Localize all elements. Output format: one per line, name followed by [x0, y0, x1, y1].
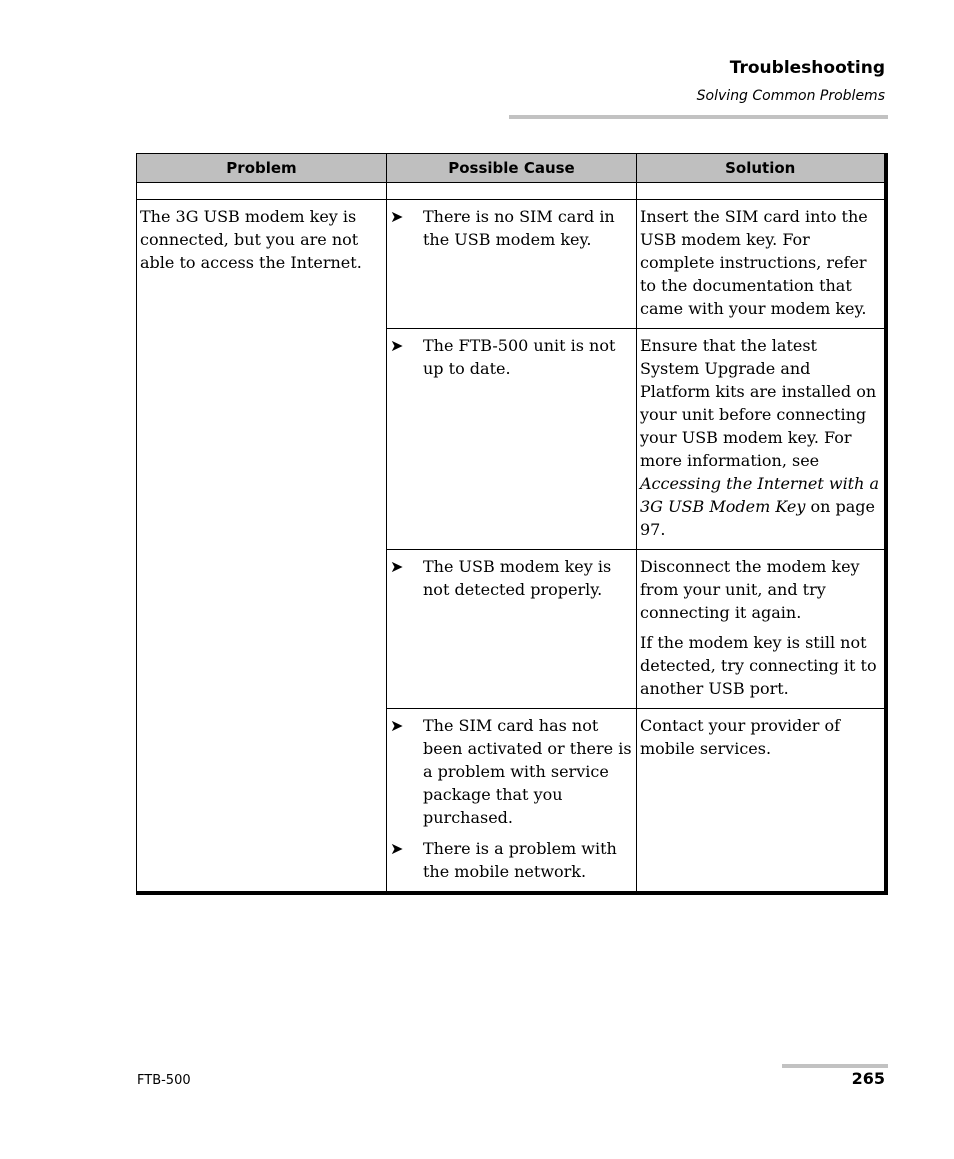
solution-cell: Insert the SIM card into the USB modem key. For complete instructions, refer to the documentation that came with your modem key.: [637, 200, 886, 329]
arrow-bullet-icon: ➤: [390, 207, 404, 226]
table-header-row: [137, 154, 886, 183]
solution-cell: Contact your provider of mobile services.: [637, 709, 886, 894]
cause-item: [390, 205, 633, 251]
problem-cell: The 3G USB modem key is connected, but you are not able to access the Internet.: [137, 200, 387, 894]
header-spacer-row: [137, 183, 886, 200]
cause-item: [390, 837, 633, 883]
cause-cell: [387, 709, 637, 894]
arrow-bullet-icon: ➤: [390, 716, 404, 735]
cause-text: The USB modem key is not detected properly.: [423, 557, 612, 599]
solution-text-end: on page 97.: [640, 497, 875, 539]
solution-cell: [637, 329, 886, 550]
column-header-possible-cause: Possible Cause: [387, 154, 637, 183]
cause-cell: [387, 550, 637, 709]
solution-paragraph: Disconnect the modem key from your unit, and try connecting it again.: [640, 557, 860, 622]
header-title: Troubleshooting: [729, 58, 885, 78]
arrow-bullet-icon: ➤: [390, 557, 404, 576]
cause-item: [390, 555, 633, 601]
cause-text: The SIM card has not been activated or there is a problem with service package that you purchased.: [423, 716, 632, 827]
troubleshooting-table: [136, 153, 888, 895]
footer-doc-name: FTB-500: [137, 1073, 191, 1088]
arrow-bullet-icon: ➤: [390, 839, 404, 858]
cause-text: There is a problem with the mobile network.: [423, 839, 617, 881]
header-rule: [509, 115, 888, 119]
arrow-bullet-icon: ➤: [390, 336, 404, 355]
cause-item: [390, 334, 633, 380]
solution-text: Ensure that the latest System Upgrade and Platform kits are installed on your unit before connecting your USB modem key. For more information, see: [640, 336, 877, 470]
solution-paragraph: If the modem key is still not detected, try connecting it to another USB port.: [640, 633, 877, 698]
footer-rule: [782, 1064, 888, 1068]
cause-text: There is no SIM card in the USB modem key.: [423, 207, 615, 249]
column-header-problem: Problem: [137, 154, 387, 183]
cause-item: [390, 714, 633, 829]
page-number: 265: [851, 1069, 885, 1088]
cause-cell: [387, 200, 637, 329]
cause-text: The FTB-500 unit is not up to date.: [423, 336, 616, 378]
table-row: [137, 200, 886, 329]
cross-reference-link[interactable]: Accessing the Internet with a 3G USB Modem Key: [640, 474, 880, 516]
troubleshooting-table-container: [136, 153, 888, 895]
column-header-solution: Solution: [637, 154, 886, 183]
cause-cell: [387, 329, 637, 550]
solution-cell: [637, 550, 886, 709]
header-subtitle: Solving Common Problems: [696, 88, 885, 104]
